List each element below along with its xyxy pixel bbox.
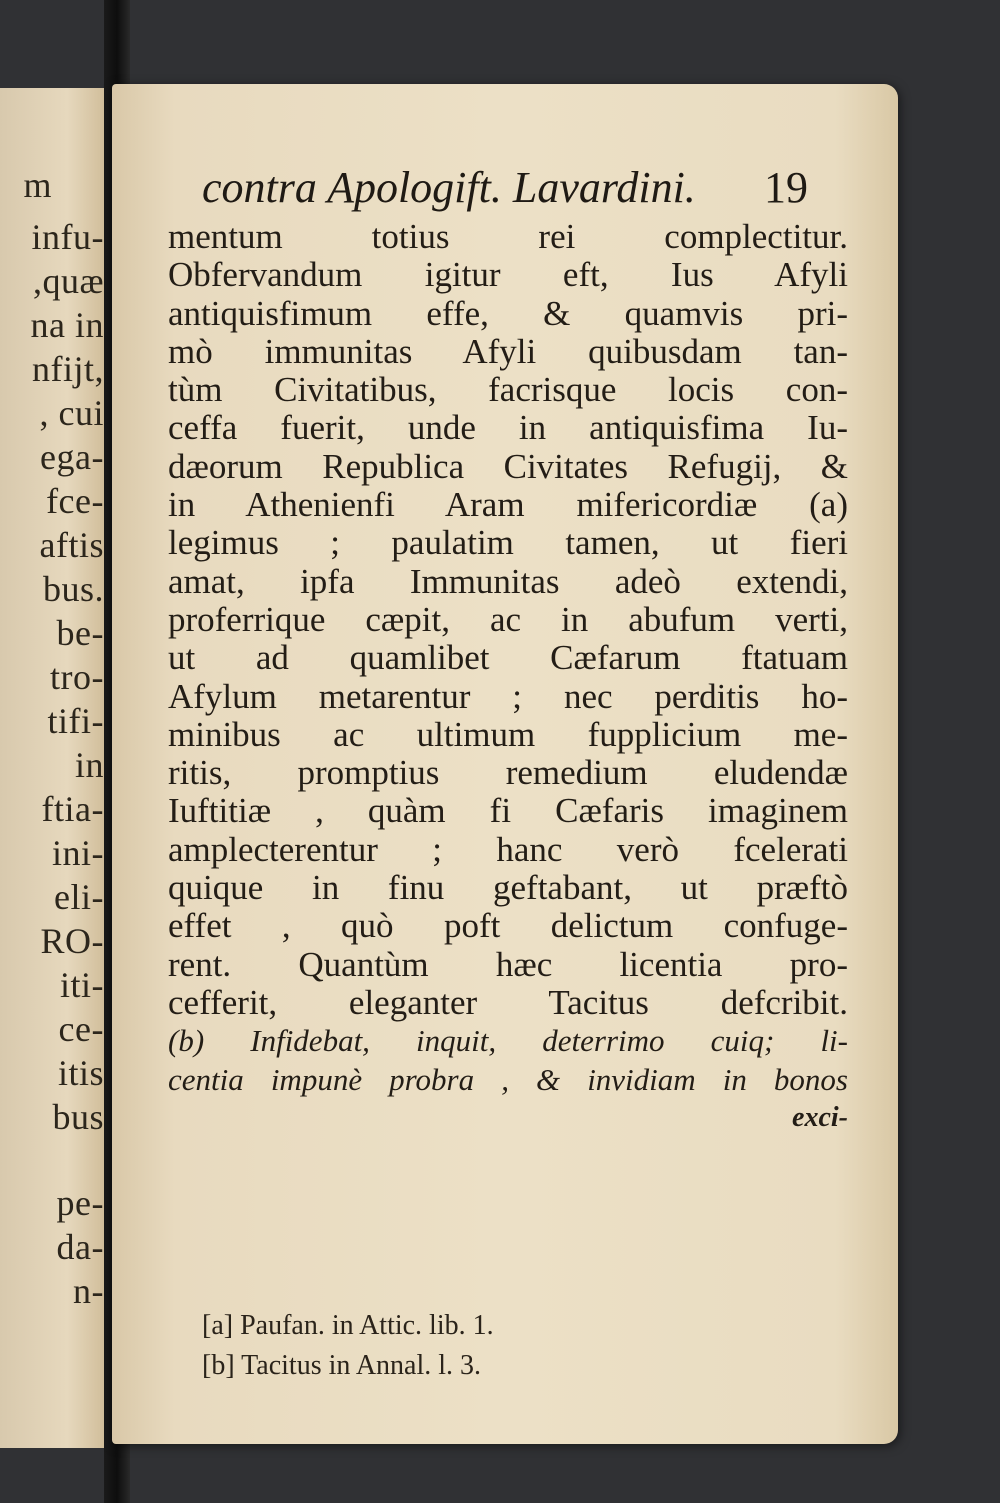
text-line: ritis, promptius remedium eludendæ (168, 753, 848, 793)
footnotes (202, 1306, 494, 1386)
left-fragment: , cui (39, 393, 104, 433)
left-fragment: infu- (31, 217, 104, 257)
left-fragment: itis (57, 1053, 104, 1093)
left-fragment: da- (56, 1227, 104, 1267)
left-fragment: RO- (40, 921, 104, 961)
left-fragment: n- (73, 1271, 104, 1311)
text-line: quique in finu geftabant, ut præftò (168, 868, 848, 908)
left-fragment: ini- (52, 833, 104, 873)
left-fragment: in (74, 745, 104, 785)
left-fragment: m (23, 165, 52, 205)
text-line: Obfervandum igitur eft, Ius Afyli (168, 255, 848, 295)
text-line: centia impunè probra , & invidiam in bonos (168, 1061, 848, 1097)
text-line: antiquisfimum effe, & quamvis pri- (168, 293, 848, 333)
left-fragment: tifi- (47, 701, 104, 741)
text-line: cefferit, eleganter Tacitus defcribit. (168, 982, 848, 1022)
text-line: tùm Civitatibus, facrisque locis con- (168, 370, 848, 410)
left-fragment: eli- (54, 877, 104, 917)
text-line: Iuftitiæ , quàm fi Cæfaris imaginem (168, 791, 848, 831)
left-fragment: iti- (60, 965, 104, 1005)
body-text (168, 218, 848, 1137)
running-head: contra Apologift. Lavardini. (202, 163, 696, 212)
right-page (112, 84, 898, 1444)
text-line: amplecterentur ; hanc verò fcelerati (168, 829, 848, 869)
text-line: ut ad quamlibet Cæfarum ftatuam (168, 638, 848, 678)
left-fragment: aftis (39, 525, 104, 565)
left-fragment: fce- (46, 481, 104, 521)
catchword: exci- (792, 1101, 848, 1133)
text-line: mentum totius rei complectitur. (168, 217, 848, 256)
text-line: mò immunitas Afyli quibusdam tan- (168, 331, 848, 371)
text-line: (b) Infidebat, inquit, deterrimo cuiq; li- (168, 1023, 848, 1059)
left-page (0, 88, 112, 1448)
left-fragment: bus. (42, 569, 104, 609)
text-line: ceffa fuerit, unde in antiquisfima Iu- (168, 408, 848, 448)
text-line: amat, ipfa Immunitas adeò extendi, (168, 561, 848, 601)
text-line: legimus ; paulatim tamen, ut fieri (168, 523, 848, 563)
text-line: dæorum Republica Civitates Refugij, & (168, 446, 848, 486)
left-fragment: na in (30, 305, 104, 345)
text-line: rent. Quantùm hæc licentia pro- (168, 944, 848, 984)
footnote: [b] Tacitus in Annal. l. 3. (202, 1350, 482, 1381)
text-line: Afylum metarentur ; nec perditis ho- (168, 676, 848, 716)
text-line: effet , quò poft delictum confuge- (168, 906, 848, 946)
left-fragment: ftia- (41, 789, 104, 829)
left-fragment: ce- (58, 1009, 104, 1049)
text-line: in Athenienfi Aram mifericordiæ (a) (168, 485, 848, 525)
left-fragment: nfijt, (32, 349, 104, 389)
left-fragment: ega- (40, 437, 104, 477)
left-fragment: be- (56, 613, 104, 653)
text-line: proferrique cæpit, ac in abufum verti, (168, 599, 848, 639)
left-fragment: pe- (56, 1183, 104, 1223)
left-fragment: bus (52, 1097, 104, 1137)
left-fragment: ,quæ (32, 261, 104, 301)
footnote: [a] Paufan. in Attic. lib. 1. (202, 1310, 494, 1341)
page-number: 19 (764, 163, 808, 212)
left-fragment: tro- (50, 657, 104, 697)
text-line: minibus ac ultimum fupplicium me- (168, 714, 848, 754)
